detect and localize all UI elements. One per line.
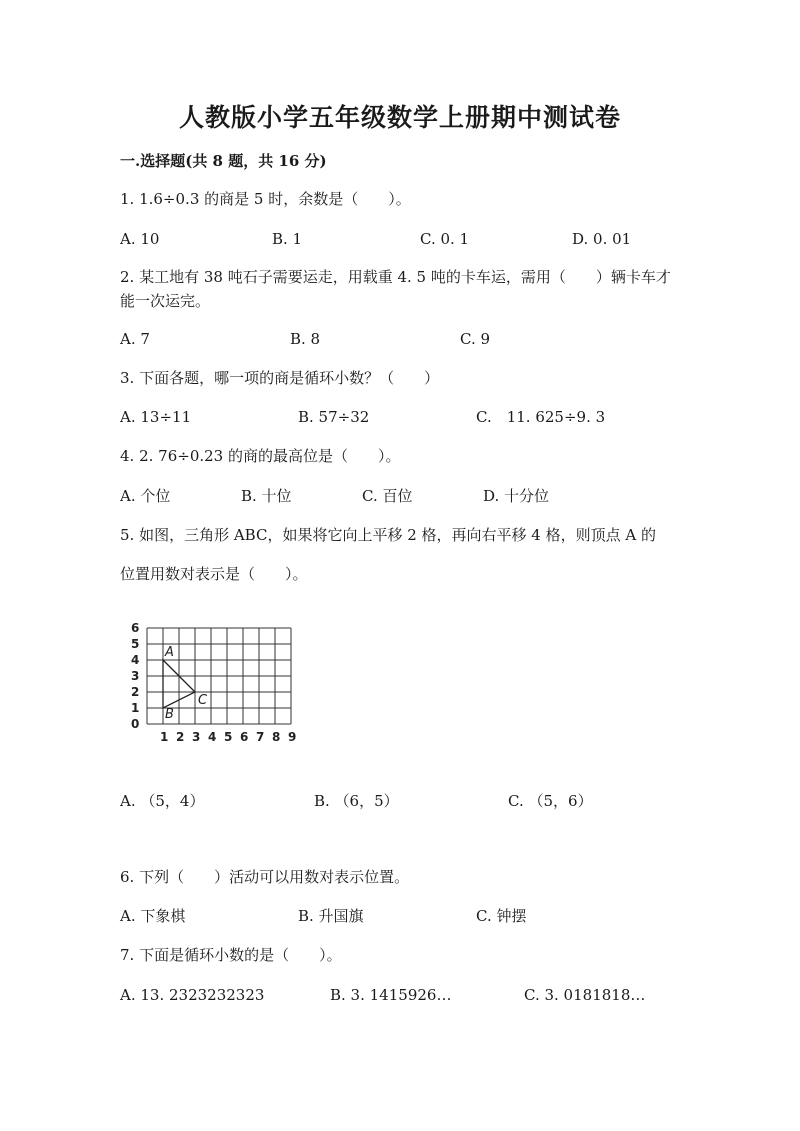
section-heading: 一.选择题(共 8 题，共 16 分)	[120, 152, 327, 170]
q1-option-d[interactable]: D. 0. 01	[572, 230, 632, 248]
question-1: 1. 1.6÷0.3 的商是 5 时，余数是（ ）。	[120, 190, 411, 208]
q7-option-a[interactable]: A. 13. 2323232323	[120, 986, 265, 1004]
q5-option-a[interactable]: A. （5，4）	[120, 792, 205, 810]
question-4: 4. 2. 76÷0.23 的商的最高位是（ ）。	[120, 447, 401, 465]
question-5: 5. 如图，三角形 ABC，如果将它向上平移 2 格，再向右平移 4 格，则顶点 A 的	[120, 526, 656, 544]
q7-option-c[interactable]: C. 3. 0181818…	[524, 986, 646, 1004]
y-tick-label: 4	[131, 653, 140, 667]
q4-option-a[interactable]: A. 个位	[120, 487, 171, 505]
question-2: 2. 某工地有 38 吨石子需要运走，用载重 4. 5 吨的卡车运，需用（ ）辆卡车才能一次运完。	[120, 268, 671, 310]
question-5-line-2: 位置用数对表示是（ ）。	[120, 565, 308, 583]
y-tick-label: 6	[131, 621, 140, 635]
x-tick-label: 9	[288, 730, 297, 744]
q1-option-c[interactable]: C. 0. 1	[420, 230, 470, 248]
vertex-label-c: C	[198, 693, 208, 708]
q2-option-c[interactable]: C. 9	[460, 330, 491, 348]
q4-option-d[interactable]: D. 十分位	[483, 487, 550, 505]
y-tick-label: 5	[131, 637, 140, 651]
coordinate-grid	[128, 620, 308, 750]
question-6: 6. 下列（ ）活动可以用数对表示位置。	[120, 868, 410, 886]
q7-option-b[interactable]: B. 3. 1415926…	[330, 986, 452, 1004]
x-tick-label: 5	[224, 730, 233, 744]
q5-option-b[interactable]: B. （6，5）	[314, 792, 399, 810]
x-tick-label: 1	[160, 730, 169, 744]
y-tick-label: 0	[131, 717, 140, 731]
y-tick-label: 3	[131, 669, 140, 683]
q6-option-b[interactable]: B. 升国旗	[298, 907, 364, 925]
q1-option-b[interactable]: B. 1	[272, 230, 303, 248]
q4-option-c[interactable]: C. 百位	[362, 487, 413, 505]
x-tick-label: 3	[192, 730, 201, 744]
question-3: 3. 下面各题，哪一项的商是循环小数？（ ）	[120, 369, 440, 387]
q3-option-a[interactable]: A. 13÷11	[120, 408, 192, 426]
q2-option-a[interactable]: A. 7	[120, 330, 150, 348]
q3-option-c[interactable]: C. 11. 625÷9. 3	[476, 408, 606, 426]
x-tick-label: 8	[272, 730, 281, 744]
x-tick-label: 4	[208, 730, 217, 744]
x-tick-label: 2	[176, 730, 185, 744]
y-tick-label: 1	[131, 701, 140, 715]
coordinate-grid-figure	[128, 620, 308, 754]
vertex-label-b: B	[165, 707, 174, 722]
y-tick-label: 2	[131, 685, 140, 699]
q5-option-c[interactable]: C. （5，6）	[508, 792, 593, 810]
q3-option-b[interactable]: B. 57÷32	[298, 408, 370, 426]
vertex-label-a: A	[165, 645, 174, 660]
q4-option-b[interactable]: B. 十位	[241, 487, 292, 505]
page-title: 人教版小学五年级数学上册期中测试卷	[178, 103, 621, 132]
q1-option-a[interactable]: A. 10	[120, 230, 160, 248]
q6-option-a[interactable]: A. 下象棋	[120, 907, 186, 925]
q6-option-c[interactable]: C. 钟摆	[476, 907, 527, 925]
question-7: 7. 下面是循环小数的是（ ）。	[120, 946, 342, 964]
x-tick-label: 7	[256, 730, 265, 744]
x-tick-label: 6	[240, 730, 249, 744]
q2-option-b[interactable]: B. 8	[290, 330, 321, 348]
